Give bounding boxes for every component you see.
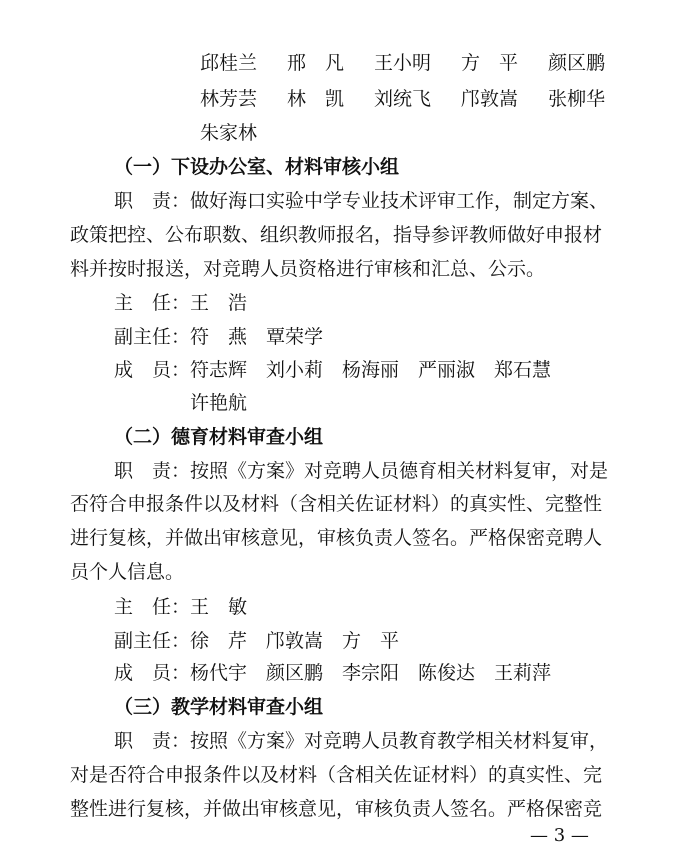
name: 张柳华 [548,88,606,110]
section1-heading: （一）下设办公室、材料审核小组 [114,156,400,178]
name-row-2 [200,86,635,112]
name: 王小明 [374,52,432,74]
section2-deputy: 副主任：徐 芹 邝敦嵩 方 平 [114,630,400,652]
section1-deputy: 副主任：符 燕 覃荣学 [114,326,324,348]
name: 邢 凡 [287,52,345,74]
section2-members: 成 员：杨代宇 颜区鹏 李宗阳 陈俊达 王莉萍 [114,662,552,684]
section1-duty-line: 职 责：做好海口实验中学专业技术评审工作，制定方案、 [114,190,609,212]
name: 方 平 [461,52,519,74]
section3-duty-line: 职 责：按照《方案》对竞聘人员教育教学相关材料复审， [114,730,609,752]
section2-director: 主 任：王 敏 [114,596,248,618]
name-row-3: 朱家林 [200,122,258,144]
section2-heading: （二）德育材料审查小组 [114,426,324,448]
section1-members-cont: 许艳航 [190,392,248,414]
name: 邝敦嵩 [461,88,519,110]
section3-duty-line: 整性进行复核，并做出审核意见，审核负责人签名。严格保密竞 [70,798,603,820]
section1-director: 主 任：王 浩 [114,292,248,314]
section1-duty-line: 政策把控、公布职数、组织教师报名，指导参评教师做好申报材 [70,224,603,246]
section3-heading: （三）教学材料审查小组 [114,696,324,718]
name-row-1 [200,50,635,76]
section1-duty-line: 料并按时报送，对竞聘人员资格进行审核和汇总、公示。 [70,258,546,280]
section1-members: 成 员：符志辉 刘小莉 杨海丽 严丽淑 郑石慧 [114,359,552,381]
name: 颜区鹏 [548,52,606,74]
section2-duty-line: 否符合申报条件以及材料（含相关佐证材料）的真实性、完整性 [70,493,603,515]
name: 邱桂兰 [200,52,258,74]
section2-duty-line: 职 责：按照《方案》对竞聘人员德育相关材料复审，对是 [114,460,609,482]
section2-duty-line: 进行复核，并做出审核意见，审核负责人签名。严格保密竞聘人 [70,527,603,549]
name: 林 凯 [287,88,345,110]
name: 刘统飞 [374,88,432,110]
section2-duty-line: 员个人信息。 [70,561,185,583]
page-number: — 3 — [530,825,589,846]
section3-duty-line: 对是否符合申报条件以及材料（含相关佐证材料）的真实性、完 [70,764,603,786]
name: 林芳芸 [200,88,258,110]
